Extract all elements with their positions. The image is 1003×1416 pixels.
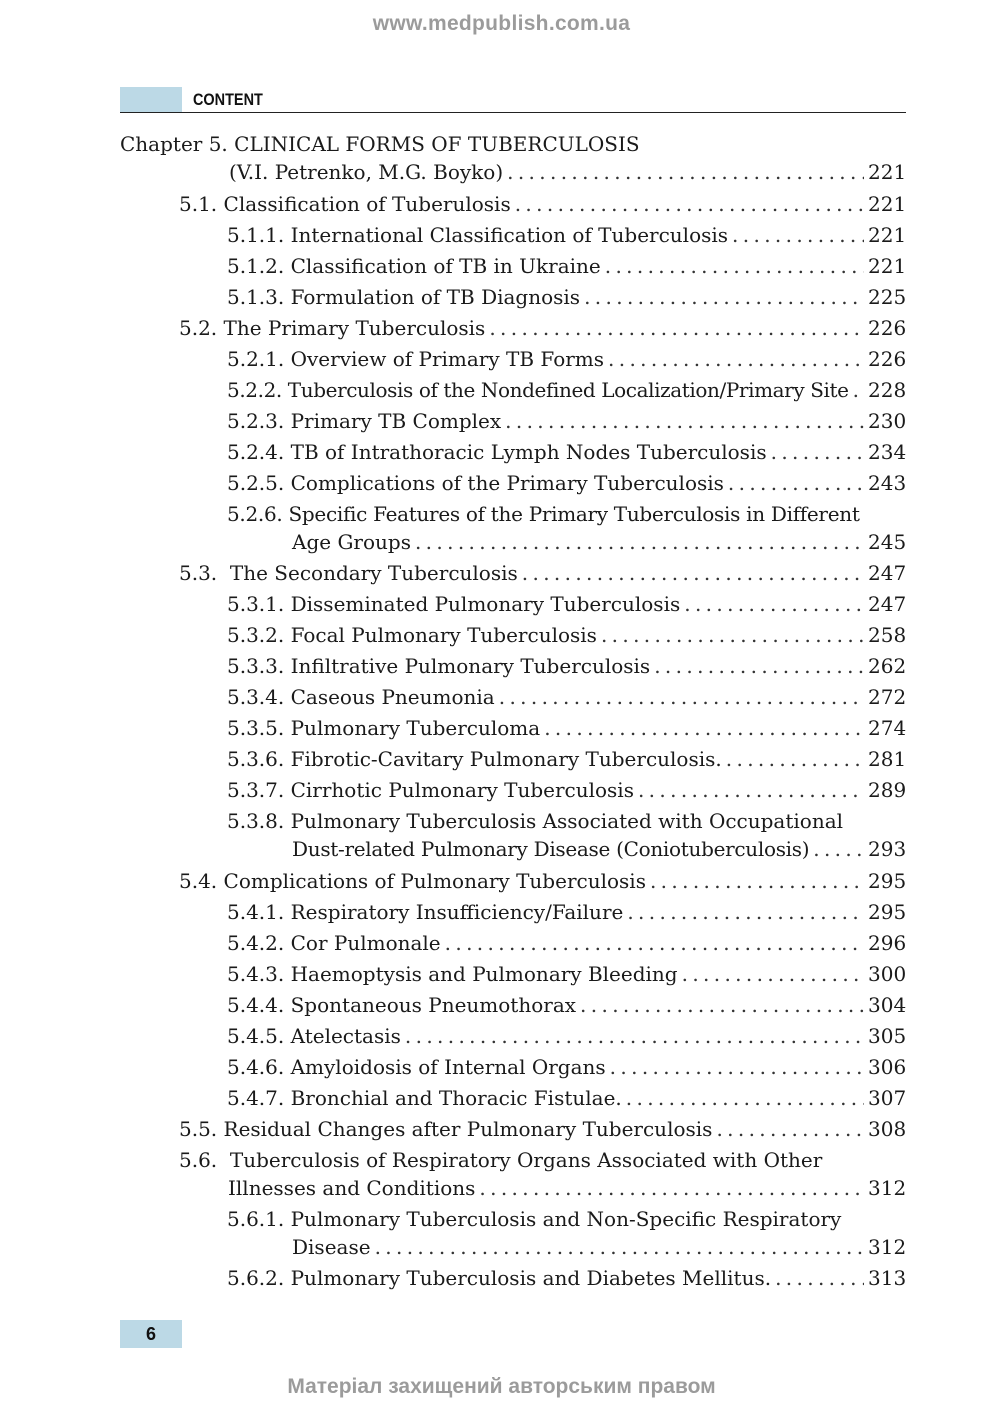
toc-entry-5-2-5[interactable] [120,468,906,499]
toc-entry-5-5[interactable] [120,1114,906,1145]
leader-dots [584,282,864,313]
toc-entry-5-4-7[interactable] [120,1083,906,1114]
toc-entry-title: 5.3.3. Infiltrative Pulmonary Tuberculosis [227,654,651,678]
toc-entry-title: 5.4.4. Spontaneous Pneumothorax [227,993,577,1017]
toc-entry-title: 5.2.2. Tuberculosis of the Nondefined Localization/Primary Site [227,378,849,402]
toc-entry-title-continued: (V.I. Petrenko, M.G. Boyko) [229,160,504,184]
toc-page-number: 274 [868,716,907,740]
toc-entry-title: 5.3.8. Pulmonary Tuberculosis Associated with Occupational [227,809,844,833]
toc-entry-5-3-3[interactable] [120,651,906,682]
toc-entry-title: 5.3. The Secondary Tuberculosis [179,561,518,585]
toc-page-number: 221 [868,160,907,184]
leader-dots [716,1114,864,1145]
toc-page-number: 289 [868,778,907,802]
toc-page-number: 308 [868,1117,907,1141]
toc-entry-title: 5.6. Tuberculosis of Respiratory Organs Associated with Other [179,1148,823,1172]
running-header: CONTENT [193,90,263,109]
leader-dots [415,527,864,558]
toc-entry-title-continued: Disease [292,1235,371,1259]
leader-dots [507,157,864,188]
toc-entry-5-4-5[interactable] [120,1021,906,1052]
leader-dots [726,744,864,775]
leader-dots [375,1232,864,1263]
toc-entry-5-2-3[interactable] [120,406,906,437]
toc-entry-5-2-1[interactable] [120,344,906,375]
toc-entry-5-4-4[interactable] [120,990,906,1021]
toc-entry-title-continued: Dust-related Pulmonary Disease (Coniotuberculosis) [292,837,810,861]
leader-dots [626,1083,864,1114]
toc-entry-title: 5.1. Classification of Tuberulosis [179,192,511,216]
toc-entry-5-3-8[interactable] [120,806,906,862]
toc-entry-title: 5.2.3. Primary TB Complex [227,409,502,433]
leader-dots [544,713,864,744]
toc-entry-5-6-2[interactable] [120,1263,906,1294]
leader-dots [610,1052,864,1083]
leader-dots [605,251,864,282]
toc-page-number: 272 [868,685,907,709]
toc-page-number: 221 [868,223,907,247]
toc-page-number: 307 [868,1086,907,1110]
leader-dots [515,189,864,220]
toc-entry-title-continued: Age Groups [292,530,411,554]
toc-entry-title: Chapter 5. CLINICAL FORMS OF TUBERCULOSIS [120,132,640,156]
toc-page-number: 300 [868,962,907,986]
toc-entry-title: 5.1.2. Classification of TB in Ukraine [227,254,601,278]
toc-page-number: 293 [868,837,907,861]
toc-entry-5-3-2[interactable] [120,620,906,651]
toc-entry-5-6-1[interactable] [120,1204,906,1260]
toc-entry-5-1-1[interactable] [120,220,906,251]
toc-entry-title: 5.3.4. Caseous Pneumonia [227,685,495,709]
toc-entry-5-2-6[interactable] [120,499,906,555]
toc-entry-5-1-2[interactable] [120,251,906,282]
toc-page-number: 281 [868,747,907,771]
leader-dots [445,928,864,959]
leader-dots [479,1173,864,1204]
toc-entry-title: 5.3.2. Focal Pulmonary Tuberculosis [227,623,597,647]
toc-entry-5-1-3[interactable] [120,282,906,313]
toc-entry-title: 5.3.5. Pulmonary Tuberculoma [227,716,541,740]
toc-entry-5-3-6[interactable] [120,744,906,775]
toc-page-number: 296 [868,931,907,955]
toc-entry-5-2-4[interactable] [120,437,906,468]
leader-dots [405,1021,864,1052]
toc-page-number: 262 [868,654,907,678]
toc-entry-title: 5.4.7. Bronchial and Thoracic Fistulae. [227,1086,622,1110]
leader-dots [813,834,864,865]
toc-entry-title: 5.3.7. Cirrhotic Pulmonary Tuberculosis [227,778,634,802]
toc-page-number: 304 [868,993,907,1017]
site-watermark: www.medpublish.com.ua [372,12,631,35]
toc-entry-5-3-1[interactable] [120,589,906,620]
toc-page-number: 243 [868,471,907,495]
toc-entry-5-6[interactable] [120,1145,906,1201]
toc-page-number: 247 [868,561,907,585]
toc-entry-5-4-1[interactable] [120,897,906,928]
toc-entry-5-4[interactable] [120,866,906,897]
leader-dots [638,775,864,806]
toc-entry-title: 5.1.3. Formulation of TB Diagnosis [227,285,581,309]
leader-dots [489,313,864,344]
toc-page-number: 295 [868,869,907,893]
toc-entry-title: 5.6.1. Pulmonary Tuberculosis and Non-Specific Respiratory [227,1207,842,1231]
toc-entry-5-2[interactable] [120,313,906,344]
toc-entry-5-3-4[interactable] [120,682,906,713]
leader-dots [608,344,864,375]
toc-entry-title: 5.4.2. Cor Pulmonale [227,931,441,955]
toc-page-number: 226 [868,316,907,340]
leader-dots [499,682,864,713]
toc-entry-title: 5.2. The Primary Tuberculosis [179,316,486,340]
toc-page-number: 234 [868,440,907,464]
leader-dots [684,589,864,620]
toc-page-number: 312 [868,1176,907,1200]
toc-entry-title: 5.4.3. Haemoptysis and Pulmonary Bleeding [227,962,678,986]
toc-entry-5-4-6[interactable] [120,1052,906,1083]
toc-entry-5-3-7[interactable] [120,775,906,806]
toc-page-number: 258 [868,623,907,647]
toc-entry-title: 5.3.1. Disseminated Pulmonary Tuberculosis [227,592,681,616]
leader-dots [853,375,864,406]
leader-dots [732,220,864,251]
toc-entry-title: 5.2.4. TB of Intrathoracic Lymph Nodes Tuberculosis [227,440,767,464]
leader-dots [682,959,864,990]
toc-entry-5-3[interactable] [120,558,906,589]
toc-page-number: 228 [868,378,907,402]
leader-dots [601,620,864,651]
page-number: 6 [145,1324,156,1344]
toc-entry-chapter-5[interactable] [120,129,906,185]
toc-page-number: 226 [868,347,907,371]
leader-dots [505,406,864,437]
toc-page-number: 306 [868,1055,907,1079]
toc-entry-5-4-2[interactable] [120,928,906,959]
toc-entry-title: 5.6.2. Pulmonary Tuberculosis and Diabetes Mellitus. [227,1266,772,1290]
toc-page-number: 221 [868,254,907,278]
toc-page-number: 312 [868,1235,907,1259]
toc-page-number: 245 [868,530,907,554]
toc-page-number: 313 [868,1266,907,1290]
toc-entry-title: 5.2.6. Specific Features of the Primary Tuberculosis in Different [227,502,860,526]
toc-page-number: 305 [868,1024,907,1048]
toc-page-number: 230 [868,409,907,433]
copyright-watermark: Матеріал захищений авторським правом [287,1375,716,1398]
toc-entry-5-2-2[interactable] [120,375,906,406]
leader-dots [654,651,864,682]
toc-entry-title: 5.2.1. Overview of Primary TB Forms [227,347,605,371]
toc-entry-title: 5.5. Residual Changes after Pulmonary Tuberculosis [179,1117,713,1141]
toc-entry-title: 5.4.1. Respiratory Insufficiency/Failure [227,900,624,924]
toc-entry-5-1[interactable] [120,189,906,220]
leader-dots [522,558,864,589]
toc-entry-title: 5.4.6. Amyloidosis of Internal Organs [227,1055,606,1079]
toc-entry-5-4-3[interactable] [120,959,906,990]
toc-page-number: 225 [868,285,907,309]
toc-page-number: 295 [868,900,907,924]
toc-entry-title: 5.4. Complications of Pulmonary Tuberculosis [179,869,646,893]
leader-dots [728,468,864,499]
leader-dots [580,990,864,1021]
leader-dots [771,437,864,468]
leader-dots [650,866,864,897]
toc-entry-5-3-5[interactable] [120,713,906,744]
toc-entry-title-continued: Illnesses and Conditions [228,1176,476,1200]
toc-entry-title: 5.4.5. Atelectasis [227,1024,401,1048]
leader-dots [627,897,864,928]
leader-dots [775,1263,864,1294]
toc-page-number: 221 [868,192,907,216]
toc-entry-title: 5.3.6. Fibrotic-Cavitary Pulmonary Tuberculosis. [227,747,722,771]
toc-entry-title: 5.1.1. International Classification of Tuberculosis [227,223,729,247]
toc-page-number: 247 [868,592,907,616]
toc-entry-title: 5.2.5. Complications of the Primary Tuberculosis [227,471,724,495]
